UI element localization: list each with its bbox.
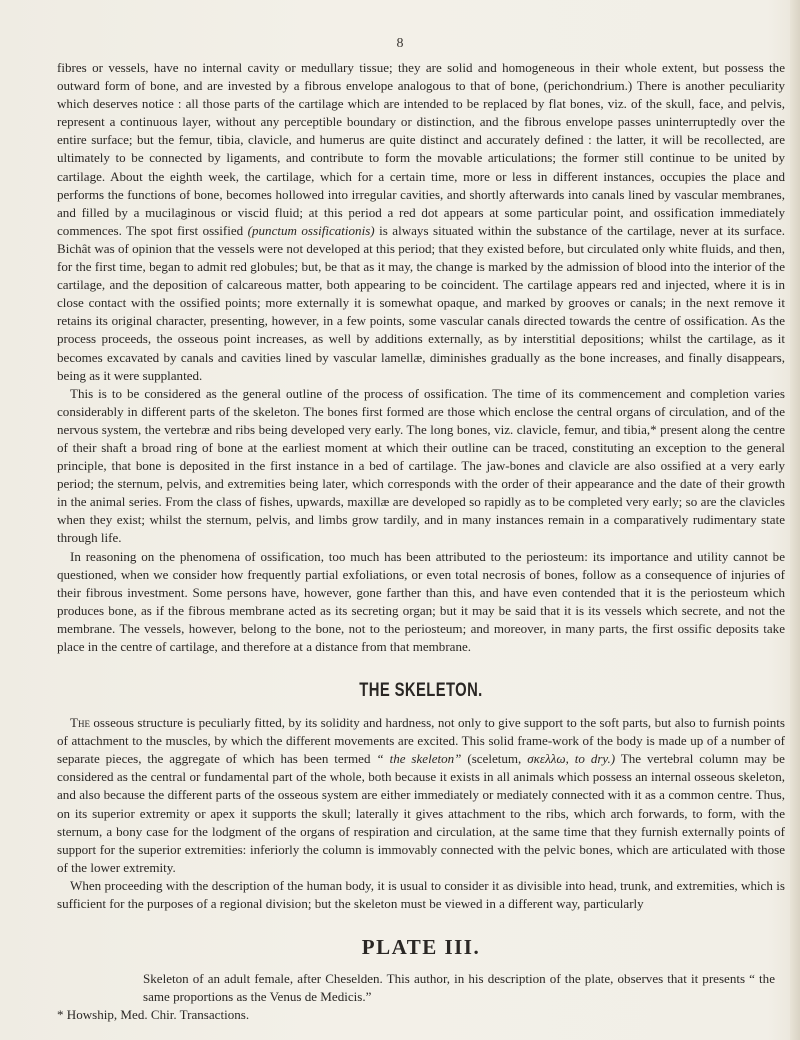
paragraph-ossification-intro bbox=[57, 59, 785, 385]
plate-caption: Skeleton of an adult female, after Cheselden. This author, in his description of the plate, observes that it presents “ the same proportions as the Venus de Medicis.” bbox=[143, 971, 775, 1005]
paragraph-ossification-intro-text: fibres or vessels, have no internal cavity or medullary tissue; they are solid and homogeneous in their whole extent, but possess the outward form of bone, and are invested by a fibrous envelope analogous to that of bone, (perichondrium.) There is another peculiarity which deserves notice : all those parts of the cartilage which are intended to be replaced by flat bones, viz. of the skull, face, and pelvis, represent a continuous layer, without any perceptible boundary or distinction, and the fibrous envelope passes uninterruptedly over the entire surface; but the femur, tibia, clavicle, and humerus are quite distinct and accurately defined : the latter, it will be recollected, are ultimately to be connected by ligaments, and contribute to form the movable articulations; the former still continue to be united by cartilage. About the eighth week, the cartilage, which for a certain time, more or less in different instances, occupies the place and performs the functions of bone, becomes hollowed into irregular cavities, and shortly afterwards into canals lined by vascular membranes, and filled by a mucilaginous or viscid fluid; at this period a red dot appears at some particular point, and ossification immediately commences. The spot first ossified bbox=[57, 60, 785, 238]
greek-word: σκελλω, bbox=[527, 751, 569, 767]
paragraph-ossification-timing: This is to be considered as the general outline of the process of ossification. The time of its commencement and completion varies considerably in different parts of the skeleton. The bones first formed are those which enclose the central organs of circulation, and of the nervous system, the vertebræ and ribs being developed very early. The long bones, viz. clavicle, femur, and tibia,* present along the centre of their shaft a broad ring of bone at the earliest moment at which their outline can be traced, constituting an exception to the general principle, that bone is deposited in the first instance in a bed of cartilage. The jaw-bones and clavicle are also ossified at a very early period; the sternum, pelvis, and extremities being later, which corresponds with the order of their appearance and the date of their growth in the animal series. From the class of fishes, upwards, maxillæ are developed so rapidly as to be completed very early; so are the clavicles when they exist; whilst the sternum, pelvis, and limbs grow tardily, and in many instances remain in a comparatively rudimentary state through life. bbox=[57, 385, 785, 546]
paragraph-ossification-intro-rest: is always situated within the substance of the cartilage, never at its surface. Bichât was of opinion that the vessels were not developed at this period; that they existed before, but circulated only white fluids, and then, for the first time, began to admit red globules; but, be that as it may, the change is marked by the admission of blood into the interior of the cartilage, and the deposition of calcareous matter, both appearing to be coincident. The cartilage appears red and injected, where it is in close contact with the ossified points; more externally it is somewhat opaque, and marked by grooves or canals; in the next remove it retains its original character, presenting, however, in a few points, some vascular canals directed towards the centre of ossification. As the process proceeds, the osseous point increases, as well by additions externally, as by interstitial depositions; whilst the cartilage, as it becomes excavated by canals and cavities lined by vascular lamellæ, diminishes gradually as the bone increases, and finally disappears, being as it were supplanted. bbox=[57, 222, 785, 383]
page-number: 8 bbox=[396, 36, 404, 51]
to-dry-gloss: to dry.) bbox=[568, 751, 616, 767]
section-heading-skeleton: THE SKELETON. bbox=[359, 680, 483, 702]
skeleton-intro-end: The vertebral column may be considered as the central or fundamental part of the whole, both because it exists in all animals which possess an internal osseous skeleton, and also because the different parts of the osseous system are either immediately or mediately connected with it as a common centre. Thus, on its superior extremity or apex it supports the skull; laterally it gives attachment to the ribs, which arch forwards, to form, with the sternum, a bony case for the lodgment of the organs of respiration and circulation, at the same time that they furnish externally points of support for the superior extremities: inferiorly the column is immovably connected with the pelvic bones, which are articulated with those of the lower extremity. bbox=[57, 751, 785, 875]
skeleton-term: “ the skeleton” bbox=[376, 751, 462, 767]
plate-heading: PLATE III. bbox=[361, 935, 481, 960]
punctum-ossificationis-term: (punctum ossificationis) bbox=[247, 222, 375, 238]
paragraph-skeleton-intro bbox=[57, 714, 785, 877]
lead-word: The bbox=[70, 715, 90, 731]
paragraph-skeleton-division: When proceeding with the description of the human body, it is usual to consider it as divisible into head, trunk, and extremities, which is sufficient for the purposes of a regional division; but the skeleton must be viewed in a different way, particularly bbox=[57, 877, 785, 912]
skeleton-intro-mid: (sceletum, bbox=[461, 751, 528, 767]
footnote: * Howship, Med. Chir. Transactions. bbox=[57, 1007, 250, 1023]
skeleton-intro-start: osseous structure is peculiarly fitted, by its solidity and hardness, not only to give support to the soft parts, but also to furnish points of attachment to the muscles, by which the different movements are excited. This solid frame-work of the body is made up of a number of separate pieces, the aggregate of which has been termed bbox=[57, 715, 785, 767]
page-edge-shadow bbox=[790, 0, 800, 1040]
main-text bbox=[57, 59, 785, 1024]
paragraph-periosteum: In reasoning on the phenomena of ossification, too much has been attributed to the periosteum: its importance and utility cannot be questioned, when we consider how frequently partial exfoliations, or even total necrosis of bones, follow as a consequence of injuries of their fibrous investment. Some persons have, however, gone farther than this, and have even contended that it is the periosteum which produces bone, as if the fibrous membrane acted as its secreting organ; but it may be said that it is its vessels which secrete, and not the membrane. The vessels, however, belong to the bone, not to the periosteum; and moreover, in many parts, the first ossific deposits take place in the centre of cartilage, and therefore at a distance from that membrane. bbox=[57, 548, 785, 654]
